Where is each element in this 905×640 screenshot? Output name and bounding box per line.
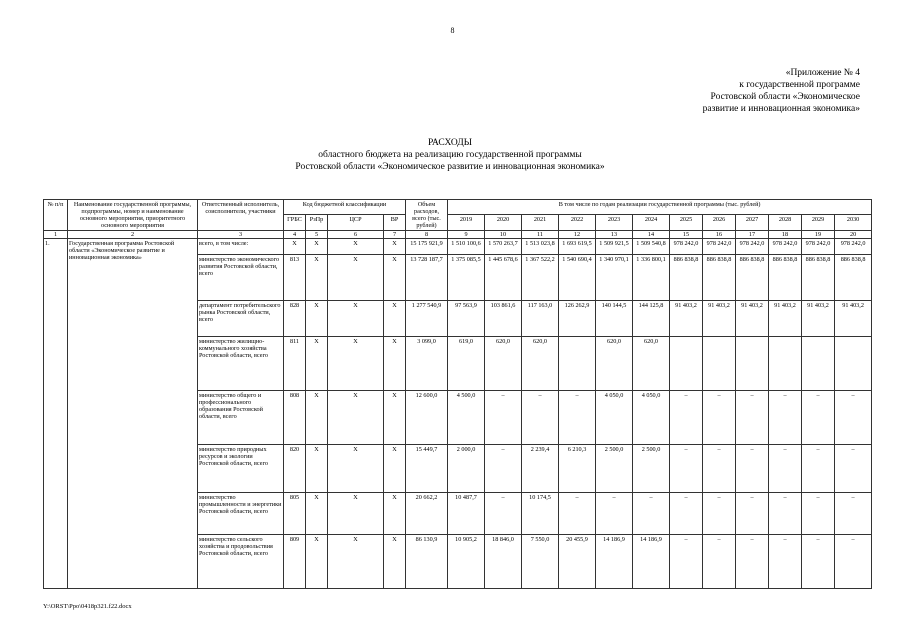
header-year: 2021 [522,215,559,230]
year-value-cell: – [736,391,769,445]
appendix-block [600,67,860,115]
header-years-group: В том числе по годам реализации государственной программы (тыс. рублей) [448,200,872,215]
executor-cell: министерство жилищно-коммунального хозяйства Ростовской области, всего [198,337,284,391]
year-value-cell: 886 838,8 [835,255,872,301]
rzpr-cell: Х [306,535,328,589]
year-value-cell: – [802,493,835,535]
column-number: 8 [406,230,448,238]
year-value-cell: 140 144,5 [596,301,633,337]
vr-cell: Х [384,255,406,301]
page-number: 8 [450,26,455,35]
csr-cell: Х [328,391,384,445]
rzpr-cell: Х [306,255,328,301]
header-year: 2023 [596,215,633,230]
year-value-cell: – [835,535,872,589]
header-year: 2022 [559,215,596,230]
year-value-cell: 886 838,8 [736,255,769,301]
year-value-cell: – [769,493,802,535]
total-cell: 3 099,0 [406,337,448,391]
executor-cell: департамент потребительского рынка Ростовской области, всего [198,301,284,337]
header-year: 2029 [802,215,835,230]
year-value-cell: 18 846,0 [485,535,522,589]
year-value-cell: – [559,493,596,535]
header-year: 2024 [633,215,670,230]
year-value-cell: – [736,535,769,589]
header-rzpr: РзПр [306,215,328,230]
appendix-line: «Приложение № 4 [785,68,860,78]
column-number: 17 [736,230,769,238]
vr-cell: Х [384,493,406,535]
year-value-cell: 886 838,8 [670,255,703,301]
year-value-cell: – [485,445,522,493]
year-value-cell: – [670,535,703,589]
header-year: 2028 [769,215,802,230]
row-number: 1. [44,239,68,589]
total-cell: 20 662,2 [406,493,448,535]
year-value-cell: – [670,493,703,535]
year-value-cell: – [802,535,835,589]
header-num: № п/п [44,200,68,231]
year-value-cell: 1 509 540,8 [633,239,670,255]
vr-cell: Х [384,301,406,337]
year-value-cell: 1 367 522,2 [522,255,559,301]
column-number: 4 [284,230,306,238]
rzpr-cell: Х [306,301,328,337]
year-value-cell: 978 242,0 [670,239,703,255]
year-value-cell [769,337,802,391]
year-value-cell: 1 340 970,1 [596,255,633,301]
vr-cell: Х [384,391,406,445]
program-name: Государственная программа Ростовской области «Экономическое развитие и инновационная экономика» [68,239,198,589]
year-value-cell: 886 838,8 [802,255,835,301]
year-value-cell: 978 242,0 [835,239,872,255]
year-value-cell: 20 455,9 [559,535,596,589]
total-cell: 15 449,7 [406,445,448,493]
executor-cell: всего, в том числе: [198,239,284,255]
year-value-cell: 620,0 [633,337,670,391]
vr-cell: Х [384,535,406,589]
rzpr-cell: Х [306,445,328,493]
year-value-cell: 10 905,2 [448,535,485,589]
vr-cell: Х [384,337,406,391]
column-number: 11 [522,230,559,238]
year-value-cell: 886 838,8 [769,255,802,301]
year-value-cell [559,337,596,391]
year-value-cell: 1 445 678,6 [485,255,522,301]
year-value-cell: 103 861,6 [485,301,522,337]
csr-cell: Х [328,301,384,337]
csr-cell: Х [328,493,384,535]
year-value-cell: 1 570 263,7 [485,239,522,255]
year-value-cell: 10 174,5 [522,493,559,535]
grbs-cell: 805 [284,493,306,535]
year-value-cell: – [703,391,736,445]
executor-cell: министерство природных ресурсов и экологии Ростовской области, всего [198,445,284,493]
column-number: 1 [44,230,68,238]
year-value-cell: – [670,445,703,493]
column-number: 16 [703,230,736,238]
year-value-cell: – [769,391,802,445]
title-line: областного бюджета на реализацию государственной программы [318,150,582,160]
csr-cell: Х [328,535,384,589]
header-code-group: Код бюджетной классификации [284,200,406,215]
csr-cell: Х [328,445,384,493]
year-value-cell: 91 403,2 [802,301,835,337]
year-value-cell: – [703,493,736,535]
year-value-cell: 620,0 [522,337,559,391]
grbs-cell: 811 [284,337,306,391]
rzpr-cell: Х [306,493,328,535]
year-value-cell: 619,0 [448,337,485,391]
header-year: 2025 [670,215,703,230]
year-value-cell: 886 838,8 [703,255,736,301]
year-value-cell: – [596,493,633,535]
header-executor: Ответственный исполнитель, соисполнители, участники [198,200,284,231]
column-number: 18 [769,230,802,238]
year-value-cell: 1 540 690,4 [559,255,596,301]
title-line: Ростовской области «Экономическое развитие и инновационная экономика» [295,162,605,172]
year-value-cell: – [835,493,872,535]
rzpr-cell: Х [306,391,328,445]
column-number: 12 [559,230,596,238]
year-value-cell: – [802,445,835,493]
grbs-cell: Х [284,239,306,255]
header-year: 2027 [736,215,769,230]
year-value-cell: 91 403,2 [670,301,703,337]
column-number: 13 [596,230,633,238]
csr-cell: Х [328,255,384,301]
column-number: 7 [384,230,406,238]
header-name: Наименование государственной программы, подпрограммы, номер и наименование основного мероприятия, приоритетного основного мероприятия [68,200,198,231]
column-number: 9 [448,230,485,238]
year-value-cell: – [835,445,872,493]
file-path-footer: Y:\ORST\Ppo\0418p321.f22.docx [43,603,132,610]
column-number: 14 [633,230,670,238]
year-value-cell: 978 242,0 [802,239,835,255]
year-value-cell: – [522,391,559,445]
table-row [44,239,872,255]
header-year: 2019 [448,215,485,230]
year-value-cell: 4 050,0 [633,391,670,445]
year-value-cell: 978 242,0 [736,239,769,255]
year-value-cell: 6 210,3 [559,445,596,493]
year-value-cell: – [670,391,703,445]
expenses-table [43,199,872,589]
year-value-cell: – [703,445,736,493]
year-value-cell: 1 509 921,5 [596,239,633,255]
column-number: 19 [802,230,835,238]
year-value-cell: 91 403,2 [736,301,769,337]
appendix-line: Ростовской области «Экономическое [710,92,860,102]
rzpr-cell: Х [306,239,328,255]
appendix-line: к государственной программе [739,80,860,90]
year-value-cell: 7 550,0 [522,535,559,589]
year-value-cell: – [736,445,769,493]
rzpr-cell: Х [306,337,328,391]
executor-cell: министерство экономического развития Ростовской области, всего [198,255,284,301]
vr-cell: Х [384,445,406,493]
total-cell: 13 728 187,7 [406,255,448,301]
year-value-cell [736,337,769,391]
year-value-cell [670,337,703,391]
appendix-line: развитие и инновационная экономика» [702,104,860,114]
header-year: 2026 [703,215,736,230]
executor-cell: министерство общего и профессионального образования Ростовской области, всего [198,391,284,445]
csr-cell: Х [328,239,384,255]
year-value-cell: 117 163,0 [522,301,559,337]
header-csr: ЦСР [328,215,384,230]
executor-cell: министерство сельского хозяйства и продовольствия Ростовской области, всего [198,535,284,589]
year-value-cell: 4 050,0 [596,391,633,445]
column-number: 15 [670,230,703,238]
header-grbs: ГРБС [284,215,306,230]
year-value-cell [703,337,736,391]
grbs-cell: 828 [284,301,306,337]
year-value-cell: – [802,391,835,445]
header-vr: ВР [384,215,406,230]
year-value-cell: – [559,391,596,445]
year-value-cell: 1 510 100,6 [448,239,485,255]
year-value-cell [802,337,835,391]
grbs-cell: 809 [284,535,306,589]
column-number-row [44,230,872,238]
year-value-cell: 1 513 023,8 [522,239,559,255]
year-value-cell: 91 403,2 [769,301,802,337]
grbs-cell: 813 [284,255,306,301]
year-value-cell: 978 242,0 [703,239,736,255]
year-value-cell: 1 375 085,5 [448,255,485,301]
year-value-cell [835,337,872,391]
column-number: 10 [485,230,522,238]
year-value-cell: 2 239,4 [522,445,559,493]
year-value-cell: 2 000,0 [448,445,485,493]
year-value-cell: 144 125,8 [633,301,670,337]
year-value-cell: 91 403,2 [703,301,736,337]
column-number: 5 [306,230,328,238]
header-volume: Объем расходов, всего (тыс. рублей) [406,200,448,231]
year-value-cell: 620,0 [596,337,633,391]
year-value-cell: – [736,493,769,535]
total-cell: 12 600,0 [406,391,448,445]
year-value-cell: – [703,535,736,589]
year-value-cell: – [485,493,522,535]
year-value-cell: 1 336 800,1 [633,255,670,301]
total-cell: 15 175 921,9 [406,239,448,255]
year-value-cell: 97 563,9 [448,301,485,337]
year-value-cell: 2 500,0 [633,445,670,493]
year-value-cell: 126 262,9 [559,301,596,337]
vr-cell: Х [384,239,406,255]
year-value-cell: 1 693 619,5 [559,239,596,255]
column-number: 6 [328,230,384,238]
year-value-cell: 14 186,9 [633,535,670,589]
title-main: РАСХОДЫ [427,138,473,148]
year-value-cell: 91 403,2 [835,301,872,337]
total-cell: 86 130,9 [406,535,448,589]
grbs-cell: 808 [284,391,306,445]
year-value-cell: 4 500,0 [448,391,485,445]
year-value-cell: – [633,493,670,535]
year-value-cell: 620,0 [485,337,522,391]
year-value-cell: – [769,535,802,589]
header-year: 2030 [835,215,872,230]
year-value-cell: 14 186,9 [596,535,633,589]
year-value-cell: – [769,445,802,493]
column-number: 3 [198,230,284,238]
column-number: 20 [835,230,872,238]
column-number: 2 [68,230,198,238]
grbs-cell: 820 [284,445,306,493]
year-value-cell: – [485,391,522,445]
document-title [200,137,700,173]
header-year: 2020 [485,215,522,230]
year-value-cell: 978 242,0 [769,239,802,255]
csr-cell: Х [328,337,384,391]
year-value-cell: – [835,391,872,445]
year-value-cell: 2 500,0 [596,445,633,493]
executor-cell: министерство промышленности и энергетики Ростовской области, всего [198,493,284,535]
total-cell: 1 277 540,9 [406,301,448,337]
year-value-cell: 10 487,7 [448,493,485,535]
